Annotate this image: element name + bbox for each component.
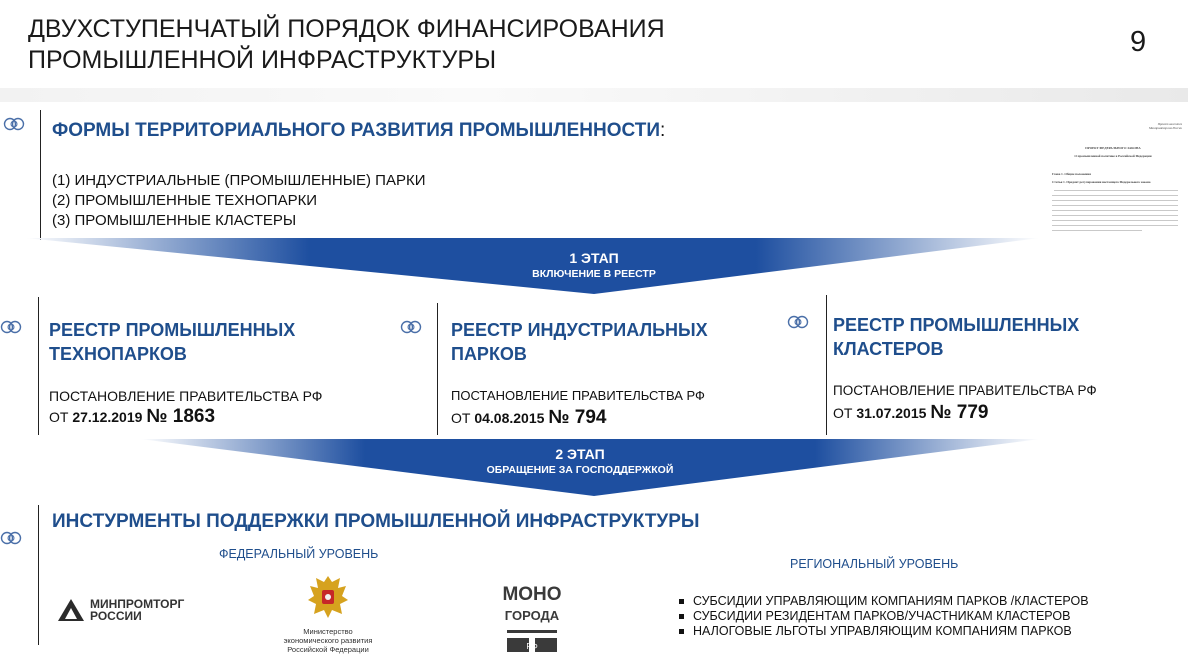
- monogoroda-logo: [503, 580, 561, 656]
- section-divider-line: [38, 297, 39, 435]
- tools-heading: ИНСТУРМЕНТЫ ПОДДЕРЖКИ ПРОМЫШЛЕННОЙ ИНФРАСТРУКТУРЫ: [52, 511, 700, 532]
- registry-heading: [451, 318, 791, 366]
- forms-heading-text: ФОРМЫ ТЕРРИТОРИАЛЬНОГО РАЗВИТИЯ ПРОМЫШЛЕННОСТИ: [52, 120, 660, 141]
- registry-heading-line2: ПАРКОВ: [451, 344, 527, 364]
- minpromtorg-logo: [57, 597, 185, 628]
- registry-ot: ОТ: [49, 409, 69, 425]
- registry-technoparks: [49, 318, 429, 428]
- doc-text-line: [1052, 225, 1178, 226]
- slide-title-line2: ПРОМЫШЛЕННОЙ ИНФРАСТРУКТУРЫ: [28, 46, 497, 74]
- monogoroda-line3: РФ: [526, 642, 538, 651]
- registry-decree: ПОСТАНОВЛЕНИЕ ПРАВИТЕЛЬСТВА РФ: [451, 388, 705, 403]
- doc-text-line: [1052, 195, 1178, 196]
- list-item: СУБСИДИИ РЕЗИДЕНТАМ ПАРКОВ/УЧАСТНИКАМ КЛАСТЕРОВ: [677, 609, 1089, 624]
- registry-number: № 1863: [146, 406, 216, 427]
- mer-caption-line2: экономического развития: [283, 636, 373, 645]
- minpromtorg-line1: МИНПРОМТОРГ: [90, 597, 185, 611]
- registry-date: 27.12.2019: [72, 409, 143, 425]
- monogoroda-line2: ГОРОДА: [504, 608, 560, 623]
- registry-number: № 794: [548, 407, 607, 428]
- forms-heading: [52, 120, 665, 142]
- forms-list-item: (3) ПРОМЫШЛЕННЫЕ КЛАСТЕРЫ: [52, 212, 297, 229]
- doc-text-line: [1052, 200, 1178, 201]
- doc-text-line: [1052, 220, 1178, 221]
- mer-caption-line1: Министерство: [303, 627, 353, 636]
- mer-caption-line3: Российской Федерации: [287, 645, 369, 654]
- interlocking-rings-icon: [0, 316, 22, 338]
- interlocking-rings-icon: [0, 527, 22, 549]
- doc-title: ПРОЕКТ ФЕДЕРАЛЬНОГО ЗАКОНА: [1085, 146, 1141, 150]
- federal-level-label: ФЕДЕРАЛЬНЫЙ УРОВЕНЬ: [219, 547, 379, 561]
- forms-heading-colon: :: [659, 120, 666, 141]
- stage2-label: [430, 446, 730, 477]
- doc-text-line: [1052, 215, 1178, 216]
- section-divider-line: [826, 295, 827, 435]
- registry-ot: ОТ: [451, 410, 471, 426]
- doc-article: Статья 1. Предмет регулирования настоящего Федерального закона: [1052, 180, 1151, 184]
- registry-clusters: [833, 313, 1183, 424]
- registry-decree: ПОСТАНОВЛЕНИЕ ПРАВИТЕЛЬСТВА РФ: [833, 383, 1097, 398]
- monogoroda-line1: МОНО: [503, 584, 561, 605]
- list-item: СУБСИДИИ УПРАВЛЯЮЩИМ КОМПАНИЯМ ПАРКОВ /КЛАСТЕРОВ: [677, 594, 1089, 609]
- slide-title-line1: ДВУХСТУПЕНЧАТЫЙ ПОРЯДОК ФИНАНСИРОВАНИЯ: [28, 15, 665, 43]
- stage1-title: 1 ЭТАП: [569, 250, 619, 266]
- registry-date-line: [49, 406, 429, 428]
- minpromtorg-triangle-icon: [57, 597, 85, 623]
- registry-date-line: [833, 402, 1183, 424]
- registry-date: 04.08.2015: [474, 410, 545, 426]
- slide-title: [28, 14, 665, 76]
- minpromtorg-text: [90, 598, 184, 622]
- page-number: 9: [1130, 26, 1147, 58]
- registry-heading: [833, 313, 1183, 361]
- registry-date: 31.07.2015: [856, 405, 927, 421]
- interlocking-rings-icon: [3, 113, 25, 135]
- doc-chapter: Глава 1. Общие положения: [1052, 172, 1091, 176]
- forms-list-item: (1) ИНДУСТРИАЛЬНЫЕ (ПРОМЫШЛЕННЫЕ) ПАРКИ: [52, 172, 426, 189]
- registry-heading-line1: РЕЕСТР ПРОМЫШЛЕННЫХ: [833, 315, 1080, 335]
- registry-decree: ПОСТАНОВЛЕНИЕ ПРАВИТЕЛЬСТВА РФ: [49, 388, 323, 404]
- registry-ot: ОТ: [833, 405, 853, 421]
- minpromtorg-line2: РОССИИ: [90, 609, 142, 623]
- stage1-subtitle: ВКЛЮЧЕНИЕ В РЕЕСТР: [532, 268, 656, 280]
- doc-text-line: [1052, 205, 1178, 206]
- doc-text-line: [1052, 210, 1178, 211]
- registry-heading: [49, 318, 429, 366]
- regional-level-label: РЕГИОНАЛЬНЫЙ УРОВЕНЬ: [790, 557, 959, 571]
- registry-heading-line1: РЕЕСТР ПРОМЫШЛЕННЫХ: [49, 320, 296, 340]
- forms-list: [52, 171, 425, 231]
- regional-support-list: [677, 594, 1089, 639]
- header-band: [0, 88, 1188, 102]
- registry-industrial-parks: [451, 318, 791, 429]
- list-item: НАЛОГОВЫЕ ЛЬГОТЫ УПРАВЛЯЮЩИМ КОМПАНИЯМ ПАРКОВ: [677, 624, 1089, 639]
- section-divider-line: [40, 110, 41, 240]
- section-divider-line: [437, 303, 438, 435]
- registry-heading-line1: РЕЕСТР ИНДУСТРИАЛЬНЫХ: [451, 320, 708, 340]
- doc-text-line: [1052, 230, 1142, 231]
- stage2-title: 2 ЭТАП: [555, 446, 605, 462]
- doc-text-line: [1054, 190, 1178, 191]
- stage1-label: [444, 250, 744, 281]
- registry-heading-line2: КЛАСТЕРОВ: [833, 339, 944, 359]
- registry-number: № 779: [930, 402, 989, 423]
- doc-corner-note: Проект вносится Минпромторгом России: [1148, 122, 1182, 130]
- mer-logo: [258, 572, 398, 654]
- registry-date-line: [451, 407, 791, 429]
- monogoroda-logo-graphic: [503, 580, 561, 656]
- registry-heading-line2: ТЕХНОПАРКОВ: [49, 344, 187, 364]
- coat-of-arms-icon: [306, 572, 350, 622]
- section-divider-line: [38, 505, 39, 645]
- stage2-subtitle: ОБРАЩЕНИЕ ЗА ГОСПОДДЕРЖКОЙ: [486, 464, 674, 476]
- forms-list-item: (2) ПРОМЫШЛЕННЫЕ ТЕХНОПАРКИ: [52, 192, 318, 209]
- doc-subtitle: О промышленной политике в Российской Федерации: [1074, 154, 1152, 158]
